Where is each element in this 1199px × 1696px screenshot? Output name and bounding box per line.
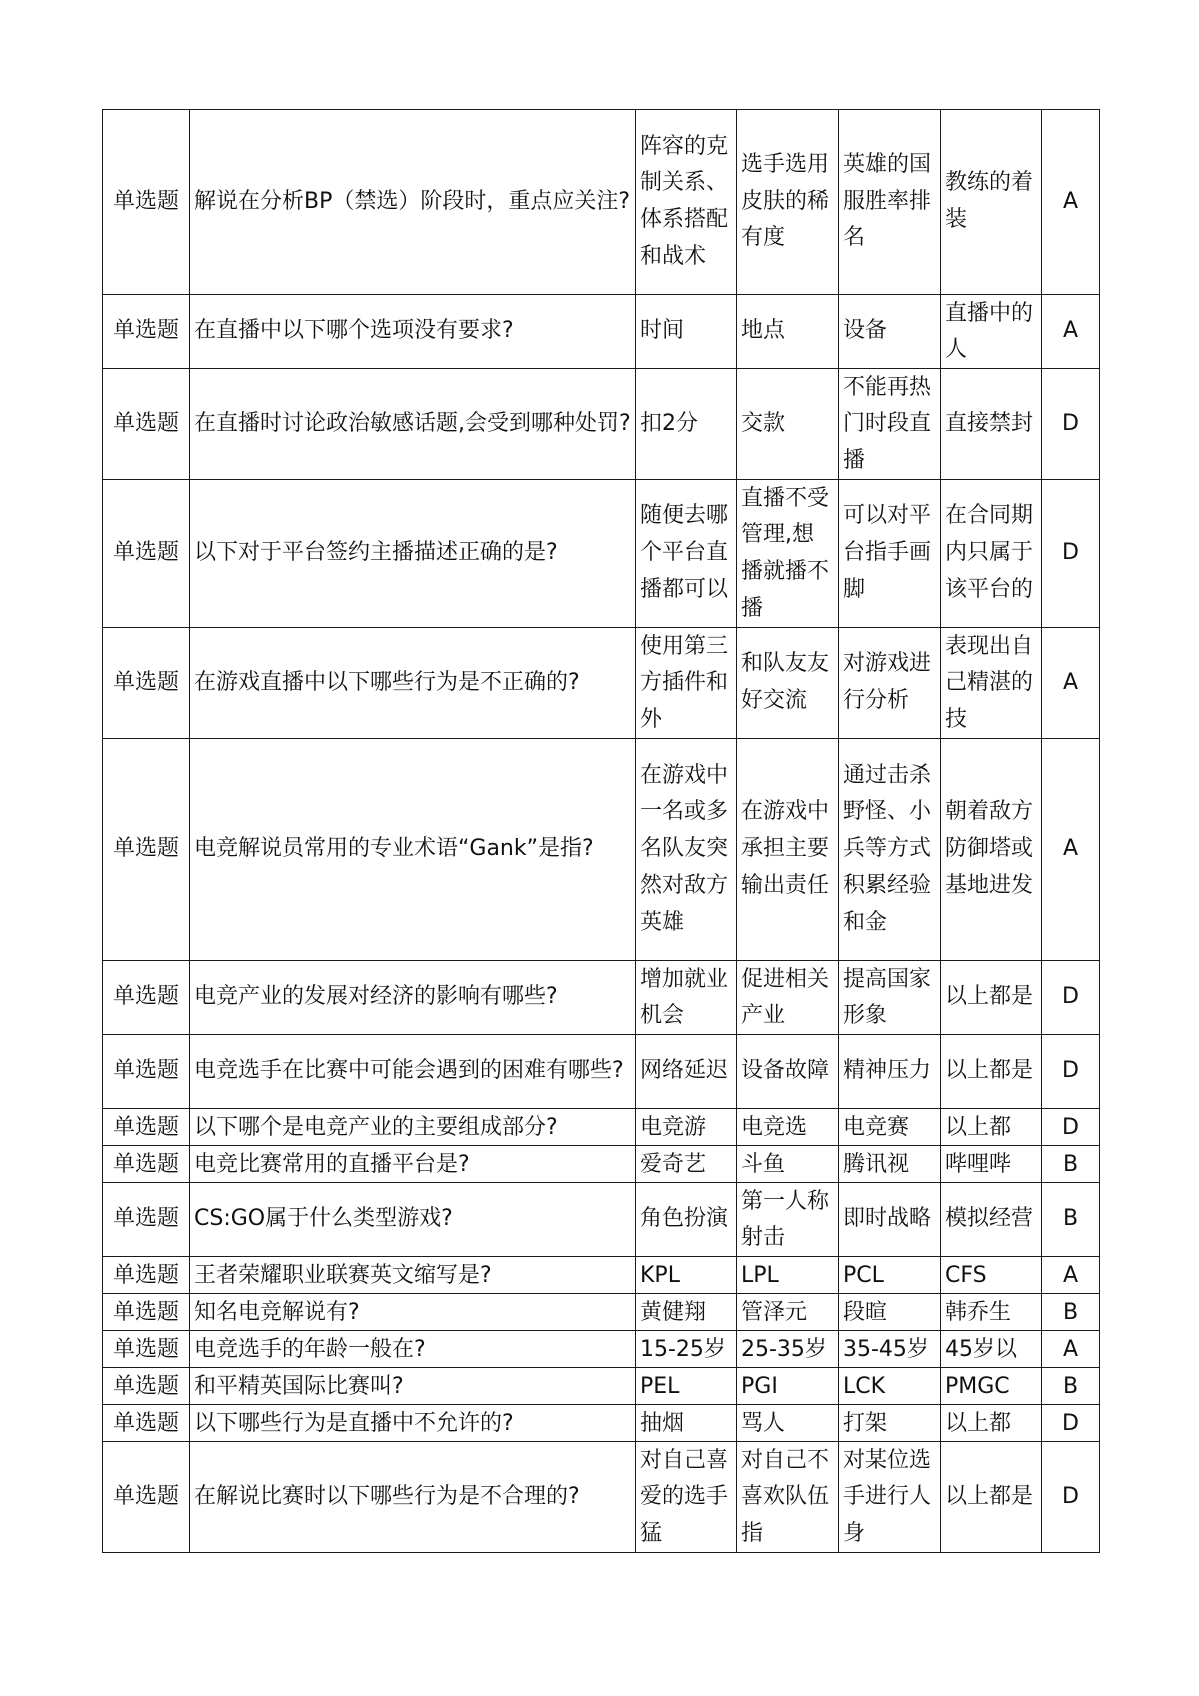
option-c-text: 提高国家形象: [843, 966, 932, 1029]
question-type-text: 单选题: [112, 1151, 179, 1177]
question-type-text: 单选题: [112, 1483, 179, 1509]
option-b-cell: [737, 1257, 839, 1294]
option-d-cell: [941, 628, 1042, 739]
option-c-cell: [839, 961, 941, 1035]
question-type-cell: [103, 628, 190, 739]
question-text-cell: [190, 1368, 636, 1405]
question-type-text: 单选题: [112, 410, 179, 436]
option-b-text: 设备故障: [741, 1058, 830, 1084]
question-text-cell: [190, 628, 636, 739]
option-a-text: 扣2分: [640, 410, 698, 436]
question-type-cell: [103, 1294, 190, 1331]
option-b-text: 选手选用皮肤的稀有度: [741, 151, 830, 251]
option-c-text: LCK: [843, 1373, 886, 1399]
question-text-text: 在解说比赛时以下哪些行为是不合理的?: [194, 1483, 580, 1509]
answer-cell: [1042, 1442, 1100, 1553]
question-type-cell: [103, 961, 190, 1035]
option-b-text: 交款: [741, 410, 786, 436]
option-c-text: 打架: [843, 1410, 888, 1436]
answer-text: D: [1062, 1483, 1079, 1509]
option-a-cell: [636, 480, 737, 628]
answer-cell: [1042, 1368, 1100, 1405]
answer-text: A: [1062, 1336, 1079, 1362]
table-row: [103, 1146, 1100, 1183]
answer-cell: [1042, 961, 1100, 1035]
question-text-text: 以下哪个是电竞产业的主要组成部分?: [194, 1114, 558, 1140]
table-row: [103, 1294, 1100, 1331]
answer-text: D: [1062, 1058, 1079, 1084]
option-d-text: 哔哩哔: [945, 1151, 1012, 1177]
question-text-text: 电竞产业的发展对经济的影响有哪些?: [194, 984, 558, 1010]
option-d-text: 朝着敌方防御塔或基地进发: [945, 799, 1034, 898]
option-c-text: 电竞赛: [843, 1114, 910, 1140]
question-type-text: 单选题: [112, 318, 179, 344]
table-row: [103, 1257, 1100, 1294]
option-b-text: LPL: [741, 1262, 779, 1288]
question-text-text: 在直播中以下哪个选项没有要求?: [194, 318, 514, 344]
question-text-text: 王者荣耀职业联赛英文缩写是?: [194, 1262, 492, 1288]
option-d-cell: [941, 1109, 1042, 1146]
question-type-cell: [103, 295, 190, 369]
answer-cell: [1042, 739, 1100, 961]
answer-cell: [1042, 110, 1100, 295]
option-c-cell: [839, 739, 941, 961]
option-b-text: 直播不受管理,想播就播不播: [741, 485, 830, 621]
answer-cell: [1042, 1146, 1100, 1183]
option-c-text: 对某位选手进行人身: [843, 1447, 932, 1546]
option-c-text: 35-45岁: [843, 1336, 929, 1362]
option-b-text: 电竞选: [741, 1114, 808, 1140]
option-b-text: 25-35岁: [741, 1336, 827, 1362]
option-a-cell: [636, 961, 737, 1035]
question-text-cell: [190, 1294, 636, 1331]
option-c-text: 英雄的国服胜率排名: [843, 151, 932, 251]
option-d-text: 45岁以: [945, 1336, 1017, 1362]
question-text-text: 电竞比赛常用的直播平台是?: [194, 1151, 470, 1177]
option-a-text: KPL: [640, 1262, 680, 1288]
question-text-cell: [190, 1442, 636, 1553]
option-b-cell: [737, 1405, 839, 1442]
question-text-text: 电竞选手的年龄一般在?: [194, 1336, 426, 1362]
option-b-cell: [737, 1331, 839, 1368]
option-a-cell: [636, 1035, 737, 1109]
option-a-text: 在游戏中一名或多名队友突然对敌方英雄: [640, 762, 729, 935]
question-type-cell: [103, 369, 190, 480]
option-d-cell: [941, 1035, 1042, 1109]
option-a-cell: [636, 1109, 737, 1146]
answer-cell: [1042, 480, 1100, 628]
option-d-text: 表现出自己精湛的技: [945, 633, 1034, 732]
option-b-text: 第一人称射击: [741, 1188, 830, 1251]
option-c-text: 即时战略: [843, 1206, 932, 1232]
answer-cell: [1042, 1405, 1100, 1442]
table-row: [103, 369, 1100, 480]
question-table: [102, 109, 1100, 1553]
option-d-cell: [941, 1294, 1042, 1331]
option-d-cell: [941, 110, 1042, 295]
question-type-cell: [103, 1442, 190, 1553]
question-type-cell: [103, 1109, 190, 1146]
table-row: [103, 1109, 1100, 1146]
option-c-cell: [839, 1368, 941, 1405]
answer-cell: [1042, 1257, 1100, 1294]
question-text-cell: [190, 1405, 636, 1442]
question-type-text: 单选题: [112, 1206, 179, 1232]
table-row: [103, 1331, 1100, 1368]
option-d-cell: [941, 1442, 1042, 1553]
question-type-cell: [103, 1405, 190, 1442]
question-text-text: 和平精英国际比赛叫?: [194, 1373, 404, 1399]
option-c-text: 腾讯视: [843, 1151, 910, 1177]
table-row: [103, 295, 1100, 369]
question-type-cell: [103, 739, 190, 961]
option-a-cell: [636, 1331, 737, 1368]
option-d-cell: [941, 1331, 1042, 1368]
option-a-cell: [636, 1442, 737, 1553]
table-row: [103, 480, 1100, 628]
option-a-text: 网络延迟: [640, 1058, 729, 1084]
option-c-cell: [839, 480, 941, 628]
answer-text: A: [1062, 669, 1079, 695]
option-c-cell: [839, 1183, 941, 1257]
option-a-text: 阵容的克制关系、体系搭配和战术: [640, 133, 729, 269]
option-b-cell: [737, 1368, 839, 1405]
option-c-cell: [839, 369, 941, 480]
option-d-text: 以上都是: [945, 1058, 1034, 1084]
question-type-cell: [103, 1331, 190, 1368]
answer-text: B: [1062, 1151, 1079, 1177]
option-d-text: PMGC: [945, 1373, 1010, 1399]
table-row: [103, 1035, 1100, 1109]
option-d-text: 以上都是: [945, 1483, 1034, 1509]
option-d-text: 韩乔生: [945, 1299, 1012, 1325]
option-b-cell: [737, 739, 839, 961]
answer-text: D: [1062, 1410, 1079, 1436]
option-a-cell: [636, 628, 737, 739]
option-c-cell: [839, 110, 941, 295]
option-b-text: 管泽元: [741, 1299, 808, 1325]
question-type-cell: [103, 480, 190, 628]
option-d-cell: [941, 1257, 1042, 1294]
question-text-cell: [190, 1183, 636, 1257]
option-c-cell: [839, 1109, 941, 1146]
option-b-cell: [737, 369, 839, 480]
question-text-text: 解说在分析BP（禁选）阶段时，重点应关注?: [194, 188, 631, 214]
question-type-text: 单选题: [112, 1299, 179, 1325]
option-a-cell: [636, 110, 737, 295]
option-a-cell: [636, 1405, 737, 1442]
option-c-cell: [839, 1442, 941, 1553]
question-table-body: [103, 110, 1100, 1553]
answer-cell: [1042, 1183, 1100, 1257]
question-text-cell: [190, 295, 636, 369]
question-type-text: 单选题: [112, 188, 179, 214]
option-a-text: 使用第三方插件和外: [640, 633, 729, 732]
option-c-cell: [839, 1294, 941, 1331]
table-row: [103, 110, 1100, 295]
answer-cell: [1042, 1109, 1100, 1146]
option-c-cell: [839, 295, 941, 369]
question-text-cell: [190, 739, 636, 961]
option-c-text: PCL: [843, 1262, 884, 1288]
option-a-text: 随便去哪个平台直播都可以: [640, 503, 729, 602]
question-type-text: 单选题: [112, 1336, 179, 1362]
option-b-cell: [737, 628, 839, 739]
option-d-text: CFS: [945, 1262, 987, 1288]
question-text-cell: [190, 1035, 636, 1109]
question-text-cell: [190, 1109, 636, 1146]
answer-text: B: [1062, 1299, 1079, 1325]
option-b-text: 在游戏中承担主要输出责任: [741, 799, 830, 898]
option-d-cell: [941, 739, 1042, 961]
option-a-cell: [636, 1257, 737, 1294]
question-type-cell: [103, 1368, 190, 1405]
option-b-text: 地点: [741, 318, 786, 344]
option-b-cell: [737, 1035, 839, 1109]
option-c-cell: [839, 1257, 941, 1294]
table-row: [103, 739, 1100, 961]
question-type-text: 单选题: [112, 1114, 179, 1140]
option-c-text: 不能再热门时段直播: [843, 374, 932, 473]
option-b-cell: [737, 480, 839, 628]
option-c-cell: [839, 1331, 941, 1368]
option-c-text: 对游戏进行分析: [843, 651, 932, 713]
table-row: [103, 961, 1100, 1035]
question-text-text: 在游戏直播中以下哪些行为是不正确的?: [194, 669, 580, 695]
answer-text: A: [1062, 1262, 1079, 1288]
answer-text: A: [1062, 188, 1079, 214]
question-text-text: CS:GO属于什么类型游戏?: [194, 1206, 453, 1232]
question-type-text: 单选题: [112, 1410, 179, 1436]
question-type-cell: [103, 110, 190, 295]
option-a-text: 15-25岁: [640, 1336, 726, 1362]
option-b-cell: [737, 110, 839, 295]
answer-cell: [1042, 1331, 1100, 1368]
question-text-text: 在直播时讨论政治敏感话题,会受到哪种处罚?: [194, 410, 631, 436]
option-a-text: 对自己喜爱的选手猛: [640, 1447, 729, 1546]
option-c-text: 段暄: [843, 1299, 888, 1325]
question-text-text: 以下哪些行为是直播中不允许的?: [194, 1410, 514, 1436]
option-d-cell: [941, 480, 1042, 628]
table-row: [103, 628, 1100, 739]
option-b-text: PGI: [741, 1373, 778, 1399]
option-a-cell: [636, 295, 737, 369]
question-text-cell: [190, 110, 636, 295]
option-b-cell: [737, 1109, 839, 1146]
option-d-cell: [941, 1368, 1042, 1405]
option-b-cell: [737, 1183, 839, 1257]
option-a-text: PEL: [640, 1373, 680, 1399]
option-a-text: 电竞游: [640, 1114, 707, 1140]
answer-text: D: [1062, 984, 1079, 1010]
answer-text: B: [1062, 1206, 1079, 1232]
option-a-text: 增加就业机会: [640, 966, 729, 1029]
option-a-cell: [636, 369, 737, 480]
option-d-text: 以上都: [945, 1410, 1012, 1436]
option-d-text: 以上都是: [945, 984, 1034, 1010]
option-b-cell: [737, 961, 839, 1035]
option-d-text: 直接禁封: [945, 410, 1034, 436]
table-row: [103, 1183, 1100, 1257]
answer-text: A: [1062, 836, 1079, 862]
option-c-cell: [839, 1405, 941, 1442]
question-text-text: 电竞解说员常用的专业术语“Gank”是指?: [194, 836, 594, 862]
option-b-text: 和队友友好交流: [741, 651, 830, 713]
answer-text: D: [1062, 1114, 1079, 1140]
question-text-text: 电竞选手在比赛中可能会遇到的困难有哪些?: [194, 1058, 624, 1084]
option-a-cell: [636, 1183, 737, 1257]
table-row: [103, 1368, 1100, 1405]
table-row: [103, 1442, 1100, 1553]
option-c-cell: [839, 628, 941, 739]
answer-cell: [1042, 1294, 1100, 1331]
answer-text: D: [1062, 410, 1079, 436]
answer-text: D: [1062, 540, 1079, 566]
question-type-text: 单选题: [112, 836, 179, 862]
question-type-text: 单选题: [112, 1262, 179, 1288]
question-text-text: 以下对于平台签约主播描述正确的是?: [194, 540, 558, 566]
option-c-text: 通过击杀野怪、小兵等方式积累经验和金: [843, 762, 932, 935]
option-d-text: 教练的着装: [945, 170, 1034, 232]
answer-cell: [1042, 628, 1100, 739]
question-text-cell: [190, 1257, 636, 1294]
question-type-cell: [103, 1183, 190, 1257]
question-type-cell: [103, 1146, 190, 1183]
option-d-text: 在合同期内只属于该平台的: [945, 503, 1034, 602]
option-a-cell: [636, 1146, 737, 1183]
table-row: [103, 1405, 1100, 1442]
option-a-text: 黄健翔: [640, 1299, 707, 1325]
option-d-cell: [941, 369, 1042, 480]
question-type-text: 单选题: [112, 1058, 179, 1084]
option-d-text: 模拟经营: [945, 1206, 1034, 1232]
option-d-cell: [941, 1405, 1042, 1442]
option-a-text: 抽烟: [640, 1410, 685, 1436]
question-text-cell: [190, 961, 636, 1035]
option-a-text: 爱奇艺: [640, 1151, 707, 1177]
answer-text: B: [1062, 1373, 1079, 1399]
answer-cell: [1042, 369, 1100, 480]
option-b-cell: [737, 1146, 839, 1183]
option-c-text: 设备: [843, 318, 888, 344]
option-b-cell: [737, 1442, 839, 1553]
question-type-cell: [103, 1257, 190, 1294]
option-b-text: 促进相关产业: [741, 966, 830, 1029]
option-d-text: 直播中的人: [945, 300, 1034, 363]
option-d-text: 以上都: [945, 1114, 1012, 1140]
answer-cell: [1042, 1035, 1100, 1109]
option-a-cell: [636, 739, 737, 961]
option-c-cell: [839, 1146, 941, 1183]
option-c-text: 可以对平台指手画脚: [843, 503, 932, 602]
question-type-text: 单选题: [112, 984, 179, 1010]
question-text-cell: [190, 1331, 636, 1368]
question-text-cell: [190, 480, 636, 628]
option-c-text: 精神压力: [843, 1058, 932, 1084]
option-b-text: 对自己不喜欢队伍指: [741, 1447, 830, 1546]
option-c-cell: [839, 1035, 941, 1109]
question-type-text: 单选题: [112, 1373, 179, 1399]
option-d-cell: [941, 1146, 1042, 1183]
question-text-cell: [190, 369, 636, 480]
option-d-cell: [941, 961, 1042, 1035]
option-b-text: 斗鱼: [741, 1151, 786, 1177]
option-a-cell: [636, 1294, 737, 1331]
option-a-text: 角色扮演: [640, 1206, 729, 1232]
option-a-text: 时间: [640, 318, 685, 344]
question-text-cell: [190, 1146, 636, 1183]
option-b-cell: [737, 295, 839, 369]
option-d-cell: [941, 295, 1042, 369]
option-b-text: 骂人: [741, 1410, 786, 1436]
question-type-text: 单选题: [112, 540, 179, 566]
option-d-cell: [941, 1183, 1042, 1257]
question-type-cell: [103, 1035, 190, 1109]
question-type-text: 单选题: [112, 669, 179, 695]
option-a-cell: [636, 1368, 737, 1405]
answer-cell: [1042, 295, 1100, 369]
answer-text: A: [1062, 318, 1079, 344]
option-b-cell: [737, 1294, 839, 1331]
question-text-text: 知名电竞解说有?: [194, 1299, 360, 1325]
